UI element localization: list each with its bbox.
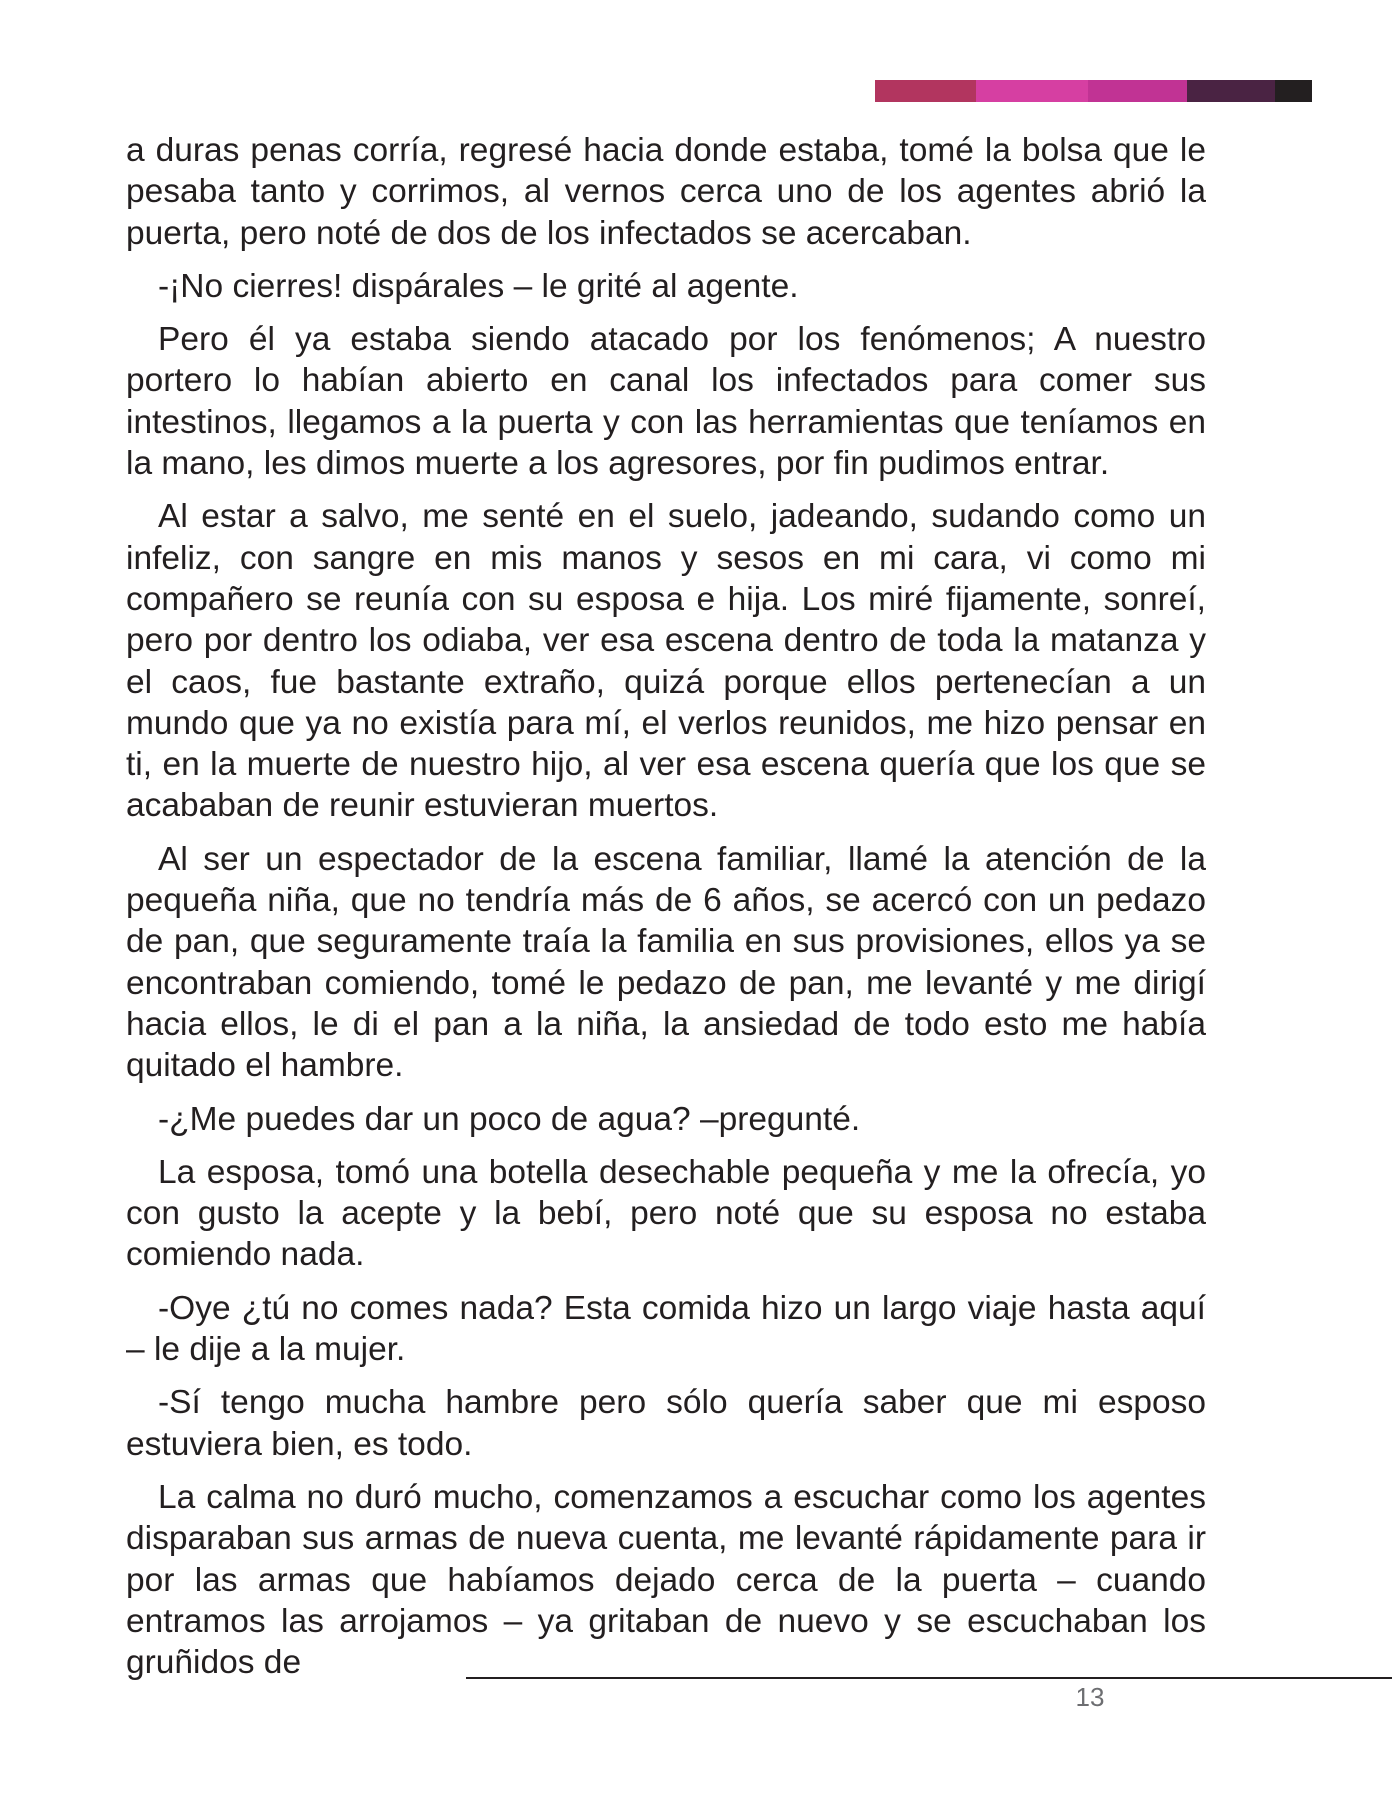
color-strip-segment	[976, 80, 1088, 102]
paragraph: Pero él ya estaba siendo atacado por los fenómenos; A nuestro portero lo habían abierto en canal los infectados para comer sus intestinos, llegamos a la puerta y con las herramientas que teníamos en la mano, les dimos muerte a los agresores, por fin pudimos entrar.	[126, 321, 1206, 483]
paragraph: -Sí tengo mucha hambre pero sólo quería saber que mi esposo estuviera bien, es todo.	[126, 1384, 1206, 1463]
color-strip-segment	[1275, 80, 1312, 102]
paragraph: -Oye ¿tú no comes nada? Esta comida hizo un largo viaje hasta aquí – le dije a la mujer.	[126, 1289, 1206, 1369]
color-strip-segment	[1088, 80, 1187, 102]
color-strip-segment	[875, 80, 976, 102]
paragraph: La esposa, tomó una botella desechable pequeña y me la ofrecía, yo con gusto la acepte y la bebí, pero noté que su esposa no estaba comiendo nada.	[126, 1153, 1206, 1274]
paragraph: a duras penas corría, regresé hacia donde estaba, tomé la bolsa que le pesaba tanto y corrimos, al vernos cerca uno de los agentes abrió la puerta, pero noté de dos de los infectados se acercaban.	[126, 132, 1206, 252]
paragraph: La calma no duró mucho, comenzamos a escuchar como los agentes disparaban sus armas de nueva cuenta, me levanté rápidamente para ir por las armas que habíamos dejado cerca de la puerta – cuando entramos las arrojamos – ya gritaban de nuevo y se escuchaban los gruñidos de	[126, 1478, 1206, 1682]
paragraph: -¿Me puedes dar un poco de agua? –pregunté.	[158, 1100, 861, 1138]
footer-rule	[466, 1677, 1392, 1679]
decorative-color-strip	[875, 80, 1312, 102]
paragraph: -¡No cierres! dispárales – le grité al agente.	[158, 267, 799, 305]
page-number: 13	[1075, 1682, 1105, 1712]
color-strip-segment	[1187, 80, 1275, 102]
paragraph: Al ser un espectador de la escena familiar, llamé la atención de la pequeña niña, que no tendría más de 6 años, se acercó con un pedazo de pan, que seguramente traía la familia en sus provisiones, ellos ya se encontraban comiendo, tomé le pedazo de pan, me levanté y me dirigí hacia ellos, le di el pan a la niña, la ansiedad de todo esto me había quitado el hambre.	[126, 840, 1206, 1085]
paragraph: Al estar a salvo, me senté en el suelo, jadeando, sudando como un infeliz, con sangre en mis manos y sesos en mi cara, vi como mi compañero se reunía con su esposa e hija. Los miré fijamente, sonreí, pero por dentro los odiaba, ver esa escena dentro de toda la matanza y el caos, fue bastante extraño, quizá porque ellos pertenecían a un mundo que ya no existía para mí, el verlos reunidos, me hizo pensar en ti, en la muerte de nuestro hijo, al ver esa escena quería que los que se acababan de reunir estuvieran muertos.	[126, 498, 1206, 825]
body-text	[126, 130, 1206, 1682]
